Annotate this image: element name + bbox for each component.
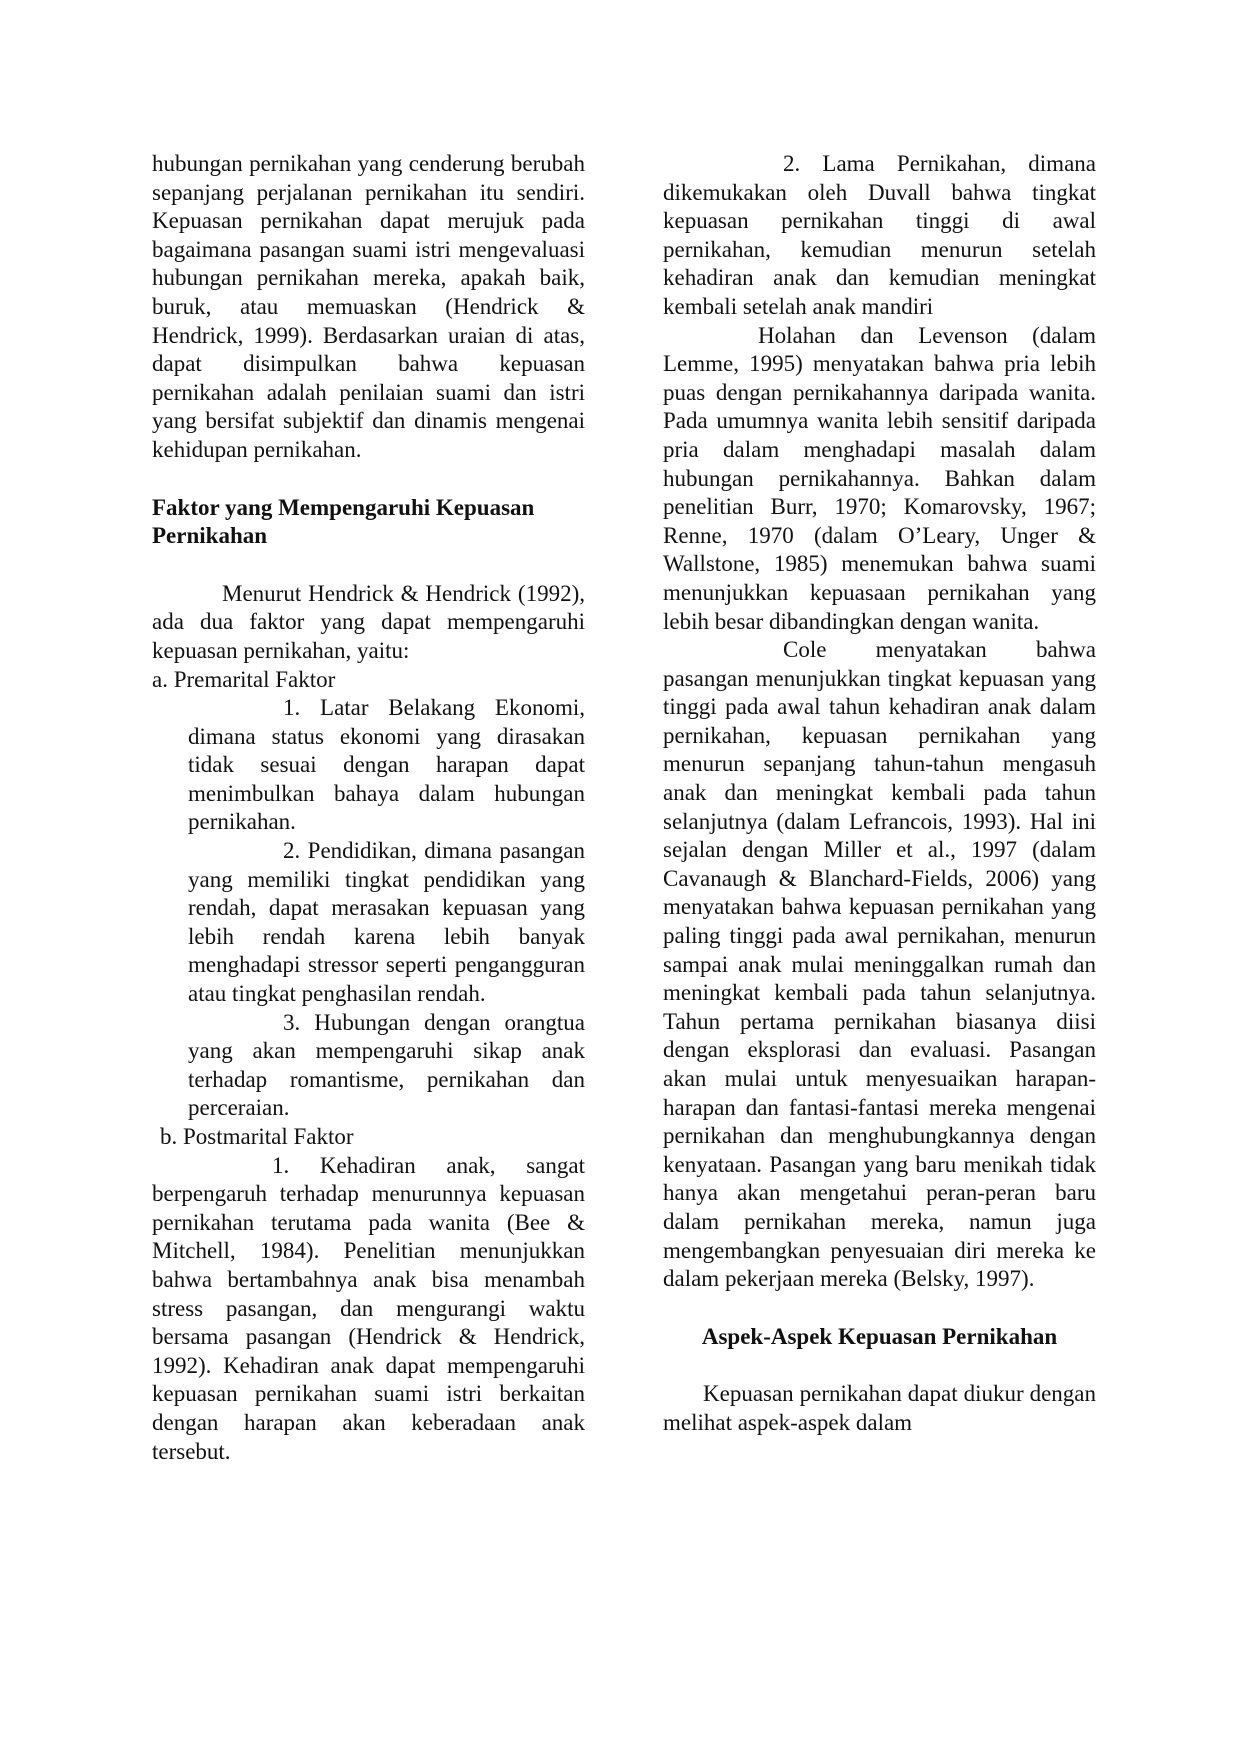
heading-faktor: Faktor yang Mempengaruhi Kepuasan Pernikahan bbox=[152, 494, 535, 549]
postmarital-item-1: 1. Kehadiran anak, sangat berpengaruh terhadap menurunnya kepuasan pernikahan terutama pada wanita (Bee & Mitchell, 1984). Penelitian menunjukkan bahwa bertambahnya anak bisa menambah stress pasangan, dan mengurangi waktu bersama pasangan (Hendrick & Hendrick, 1992). Kehadiran anak dapat mempengaruhi kepuasan pernikahan suami istri berkaitan dengan harapan akan keberadaan anak tersebut. bbox=[152, 1152, 585, 1464]
premarital-label: a. Premarital Faktor bbox=[152, 666, 336, 692]
postmarital-item-2: 2. Lama Pernikahan, dimana dikemukakan oleh Duvall bahwa tingkat kepuasan pernikahan tinggi di awal pernikahan, kemudian menurun setelah kehadiran anak dan kemudian meningkat kembali setelah anak mandiri bbox=[663, 151, 1096, 319]
right-column bbox=[663, 150, 1096, 1438]
premarital-item-1: 1. Latar Belakang Ekonomi, dimana status ekonomi yang dirasakan tidak sesuai dengan harapan dapat menimbulkan bahaya dalam hubungan pernikahan. bbox=[188, 695, 585, 835]
premarital-item-3: 3. Hubungan dengan orangtua yang akan mempengaruhi sikap anak terhadap romantisme, pernikahan dan perceraian. bbox=[188, 1009, 585, 1121]
faktor-intro: Menurut Hendrick & Hendrick (1992), ada dua faktor yang dapat mempengaruhi kepuasan pernikahan, yaitu: bbox=[152, 580, 585, 663]
postmarital-label: b. Postmarital Faktor bbox=[160, 1124, 354, 1149]
intro-paragraph: hubungan pernikahan yang cenderung berubah sepanjang perjalanan pernikahan itu sendiri. Kepuasan pernikahan dapat merujuk pada bagaimana pasangan suami istri mengevaluasi hubungan pernikahan mereka, apakah baik, buruk, atau memuaskan (Hendrick & Hendrick, 1999). Berdasarkan uraian di atas, dapat disimpulkan bahwa kepuasan pernikahan adalah penilaian suami dan istri yang bersifat subjektif dan dinamis mengenai kehidupan pernikahan. bbox=[152, 151, 585, 462]
spacer bbox=[152, 465, 585, 494]
holahan-paragraph: Holahan dan Levenson (dalam Lemme, 1995) menyatakan bahwa pria lebih puas dengan pernikahannya daripada wanita. Pada umumnya wanita lebih sensitif daripada pria dalam menghadapi masalah dalam hubungan pernikahannya. Bahkan dalam penelitian Burr, 1970; Komarovsky, 1967; Renne, 1970 (dalam O’Leary, Unger & Wallstone, 1985) menemukan bahwa suami menunjukkan kepuasaan pernikahan yang lebih besar dibandingkan dengan wanita. bbox=[663, 322, 1096, 634]
aspek-intro: Kepuasan pernikahan dapat diukur dengan melihat aspek-aspek dalam bbox=[663, 1381, 1096, 1435]
left-column bbox=[152, 150, 585, 1466]
premarital-item-2: 2. Pendidikan, dimana pasangan yang memiliki tingkat pendidikan yang rendah, dapat merasakan kepuasan yang lebih rendah karena lebih banyak menghadapi stressor seperti pengangguran atau tingkat penghasilan rendah. bbox=[188, 838, 585, 1007]
spacer bbox=[663, 1351, 1096, 1380]
spacer bbox=[152, 551, 585, 580]
cole-paragraph: Cole menyatakan bahwa pasangan menunjukkan tingkat kepuasan yang tinggi pada awal tahun kehadiran anak dalam pernikahan, kepuasan pernikahan yang menurun sepanjang tahun-tahun mengasuh anak dan meningkat kembali pada tahun selanjutnya (dalam Lefrancois, 1993). Hal ini sejalan dengan Miller et al., 1997 (dalam Cavanaugh & Blanchard-Fields, 2006) yang menyatakan bahwa kepuasan pernikahan yang paling tinggi pada awal pernikahan, menurun sampai anak mulai meninggalkan rumah dan meningkat kembali pada tahun selanjutnya. Tahun pertama pernikahan biasanya diisi dengan eksplorasi dan evaluasi. Pasangan akan mulai untuk menyesuaikan harapan-harapan dan fantasi-fantasi mereka mengenai pernikahan dan menghubungkannya dengan kenyataan. Pasangan yang baru menikah tidak hanya akan mengetahui peran-peran baru dalam pernikahan mereka, namun juga mengembangkan penyesuaian diri mereka ke dalam pekerjaan mereka (Belsky, 1997). bbox=[663, 637, 1096, 1292]
spacer bbox=[663, 1294, 1096, 1323]
heading-aspek: Aspek-Aspek Kepuasan Pernikahan bbox=[701, 1323, 1058, 1349]
